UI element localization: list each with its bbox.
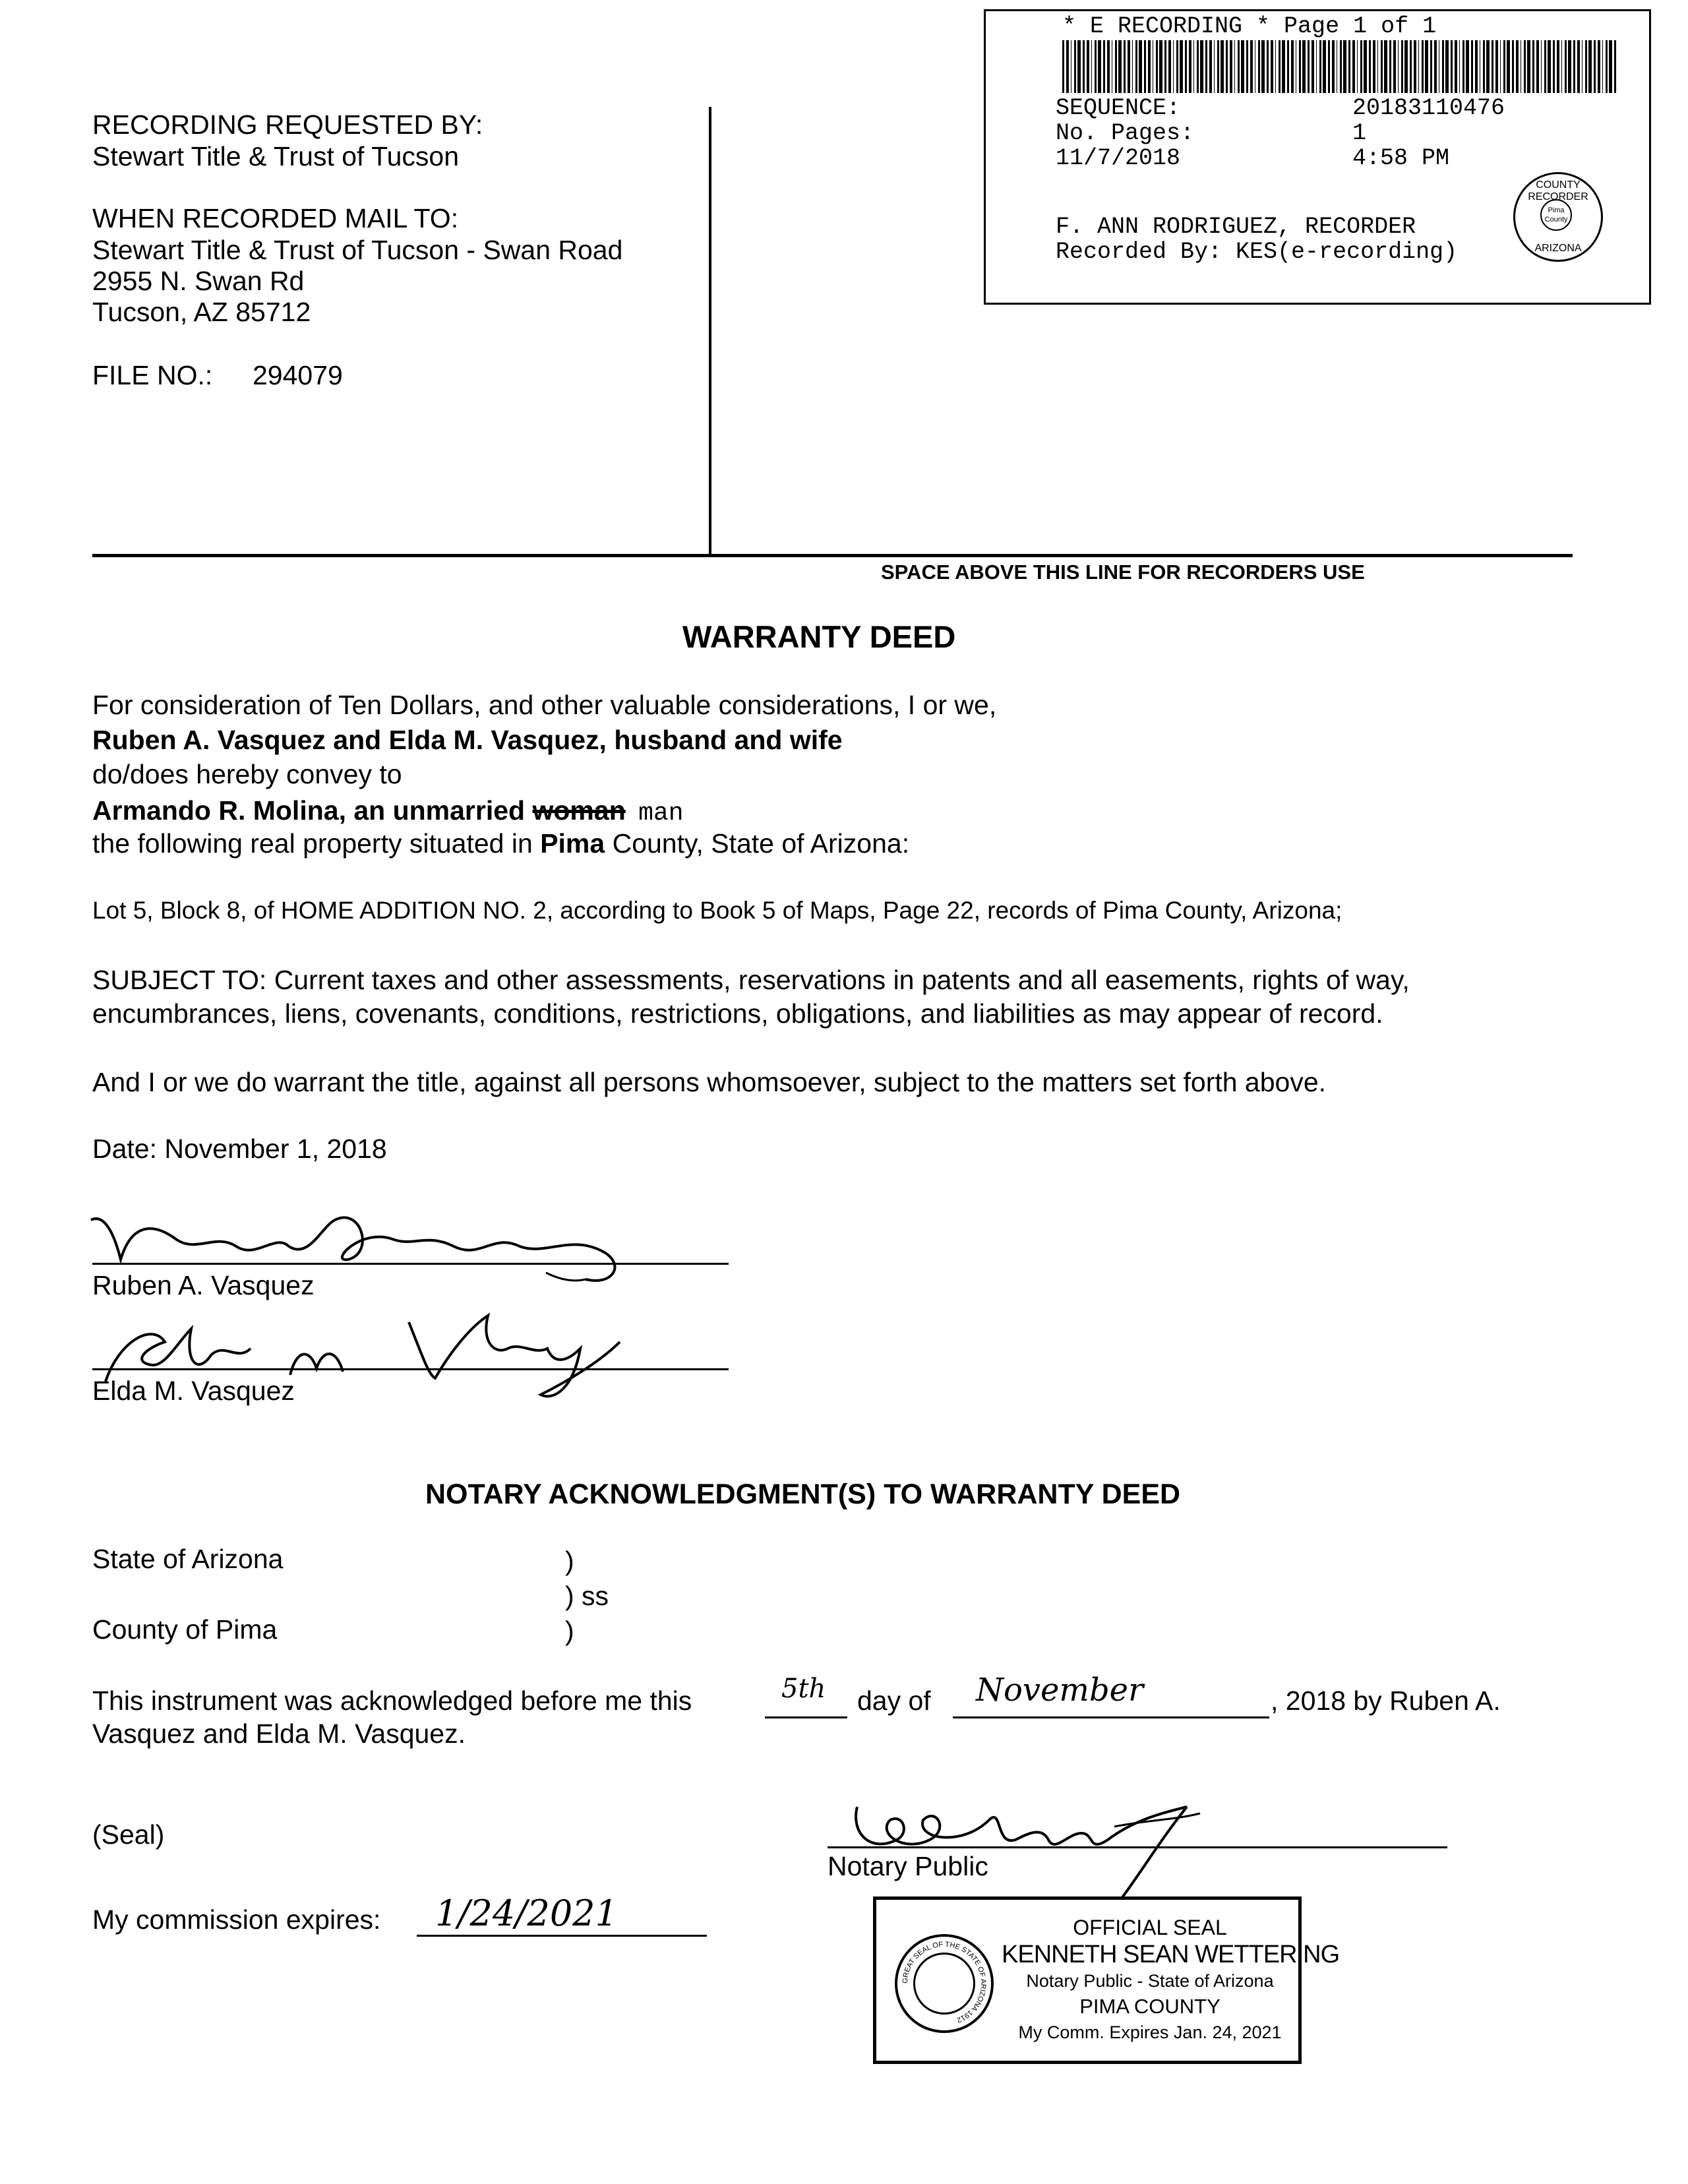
notary-signature	[831, 1794, 1240, 1906]
subject-line1: SUBJECT TO: Current taxes and other assessments, reservations in patents and all easements, rights of way,	[92, 965, 1410, 995]
seal-ring-bottom: ARIZONA	[1534, 243, 1582, 254]
property-county: Pima	[540, 828, 605, 859]
ack-post: , 2018 by Ruben A.	[1271, 1685, 1501, 1716]
consideration-text: For consideration of Ten Dollars, and other valuable considerations, I or we,	[92, 690, 997, 720]
stamp-header: * E RECORDING * Page 1 of 1	[1062, 13, 1437, 40]
barcode	[1062, 40, 1616, 93]
pages-value: 1	[1352, 120, 1367, 146]
header-divider	[709, 107, 711, 555]
deed-title: WARRANTY DEED	[682, 619, 956, 654]
commission-line	[417, 1935, 707, 1937]
month-line	[953, 1716, 1269, 1718]
recorder-stamp	[984, 9, 1651, 305]
ack-day: 5th	[781, 1674, 826, 1704]
notary-state: State of Arizona	[92, 1544, 284, 1574]
property-line	[92, 828, 909, 859]
seal-line-3: Notary Public - State of Arizona	[1026, 1971, 1274, 1991]
signer-2: Elda M. Vasquez	[92, 1376, 295, 1406]
county-recorder-seal	[1513, 172, 1603, 262]
recorder-name: F. ANN RODRIGUEZ, RECORDER	[1056, 214, 1416, 240]
svg-text:GREAT SEAL OF THE STATE OF ARI	[901, 1941, 987, 2024]
grantee-struck: woman	[532, 795, 626, 826]
grantee: Armando R. Molina, an unmarried	[92, 795, 526, 826]
day-line	[765, 1716, 847, 1718]
requested-by: Stewart Title & Trust of Tucson	[92, 141, 460, 171]
mail-to-label: WHEN RECORDED MAIL TO:	[92, 203, 459, 233]
seal-ring-top: COUNTY RECORDER	[1528, 179, 1588, 202]
notary-county: County of Pima	[92, 1614, 278, 1645]
ack-pre: This instrument was acknowledged before me this	[92, 1685, 692, 1716]
mail-to-line1: Stewart Title & Trust of Tucson - Swan Road	[92, 235, 623, 265]
file-no: 294079	[253, 360, 343, 390]
notary-official-seal	[873, 1896, 1340, 2064]
notary-signature-line	[828, 1846, 1447, 1848]
seal-line-4: PIMA COUNTY	[1079, 1995, 1221, 2018]
paren-ss: ) ss	[565, 1581, 609, 1611]
emblem-text-ring	[897, 1937, 991, 2030]
grantee-line	[92, 795, 684, 829]
seal-line-5: My Comm. Expires Jan. 24, 2021	[1018, 2022, 1282, 2042]
property-pre: the following real property situated in	[92, 828, 533, 859]
seal-label: (Seal)	[92, 1819, 165, 1850]
seal-line-2: KENNETH SEAN WETTERING	[1002, 1941, 1340, 1968]
pages-label: No. Pages:	[1056, 120, 1195, 146]
recorded-time: 4:58 PM	[1352, 145, 1450, 171]
ack-day-of: day of	[857, 1685, 931, 1716]
great-seal-emblem	[895, 1934, 994, 2033]
signature-line-1	[92, 1263, 729, 1265]
warrant-text: And I or we do warrant the title, against all persons whomsoever, subject to the matters set forth above.	[92, 1067, 1327, 1097]
recorder-space-rule	[92, 554, 1573, 557]
notary-public-label: Notary Public	[828, 1851, 988, 1881]
legal-description: Lot 5, Block 8, of HOME ADDITION NO. 2, according to Book 5 of Maps, Page 22, records of Pima County, Arizona;	[92, 897, 1342, 924]
ack-line-2: Vasquez and Elda M. Vasquez.	[92, 1718, 466, 1749]
signer-1: Ruben A. Vasquez	[92, 1270, 315, 1300]
mail-to-line3: Tucson, AZ 85712	[92, 297, 311, 327]
convey-text: do/does hereby convey to	[92, 759, 402, 789]
grantee-correction: man	[638, 799, 684, 828]
mail-to-line2: 2955 N. Swan Rd	[92, 266, 305, 296]
requested-by-label: RECORDING REQUESTED BY:	[92, 109, 483, 140]
seal-center: Pima County	[1540, 199, 1572, 231]
notary-title: NOTARY ACKNOWLEDGMENT(S) TO WARRANTY DEED	[425, 1478, 1181, 1510]
sequence-label: SEQUENCE:	[1056, 95, 1181, 121]
paren-1: )	[565, 1546, 574, 1576]
ack-month: November	[976, 1672, 1144, 1709]
sequence-value: 20183110476	[1352, 95, 1505, 121]
signature-line-2	[92, 1368, 729, 1370]
commission-date: 1/24/2021	[435, 1893, 618, 1934]
paren-3: )	[565, 1616, 574, 1646]
emblem-text: GREAT SEAL OF THE STATE OF ARIZONA 1912	[901, 1940, 988, 2024]
property-post: County, State of Arizona:	[612, 828, 910, 859]
seal-line-1: OFFICIAL SEAL	[1073, 1916, 1227, 1939]
recorded-date: 11/7/2018	[1056, 145, 1181, 171]
recorded-by: Recorded By: KES(e-recording)	[1056, 239, 1458, 265]
subject-line2: encumbrances, liens, covenants, conditions, restrictions, obligations, and liabilities as may appear of record.	[92, 998, 1383, 1029]
deed-date: Date: November 1, 2018	[92, 1134, 387, 1164]
space-above-note: SPACE ABOVE THIS LINE FOR RECORDERS USE	[881, 561, 1365, 584]
commission-label: My commission expires:	[92, 1904, 381, 1935]
file-no-label: FILE NO.:	[92, 360, 213, 390]
grantors: Ruben A. Vasquez and Elda M. Vasquez, husband and wife	[92, 725, 843, 755]
